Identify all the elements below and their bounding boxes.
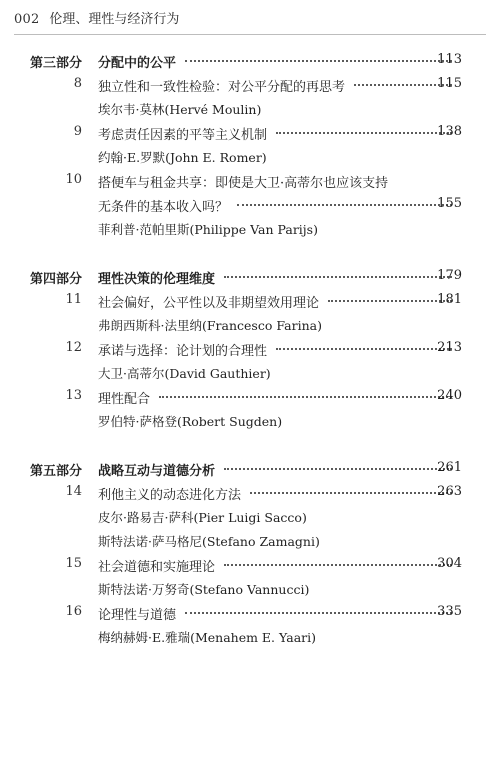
chapter-page-number: 155 (437, 196, 462, 211)
author-line (0, 408, 500, 432)
chapter-title: 承诺与选择：论计划的合理性 (98, 344, 268, 359)
chapter-entry (0, 480, 500, 504)
chapter-number: 8 (73, 76, 82, 91)
dot-leader (224, 468, 452, 470)
part-page-number: 261 (437, 460, 462, 475)
part-page-number: 179 (437, 268, 462, 283)
chapter-author: 弗朗西斯科·法里纳(Francesco Farina) (98, 318, 322, 333)
part-title: 理性决策的伦理维度 (98, 272, 216, 287)
dot-leader (276, 132, 452, 134)
chapter-number: 14 (65, 484, 82, 499)
chapter-entry (0, 600, 500, 624)
author-line (0, 360, 500, 384)
section-gap (0, 240, 500, 264)
chapter-author: 梅纳赫姆·E.雅瑞(Menahem E. Yaari) (98, 630, 317, 645)
author-line (0, 528, 500, 552)
chapter-title: 搭便车与租金共享：即使是大卫·高蒂尔也应该支持 (98, 176, 389, 191)
part-page-number: 113 (437, 52, 462, 67)
author-line (0, 624, 500, 648)
section-gap (0, 432, 500, 456)
dot-leader (159, 396, 452, 398)
chapter-author: 斯特法诺·万努奇(Stefano Vannucci) (98, 582, 310, 597)
author-line (0, 144, 500, 168)
chapter-entry-continued (0, 192, 500, 216)
part-heading (0, 264, 500, 288)
chapter-author: 约翰·E.罗默(John E. Romer) (98, 150, 267, 165)
page-number: 002 (14, 12, 40, 27)
dot-leader (185, 612, 452, 614)
chapter-entry (0, 288, 500, 312)
chapter-page-number: 304 (437, 556, 462, 571)
chapter-entry (0, 168, 500, 192)
chapter-author: 斯特法诺·萨马格尼(Stefano Zamagni) (98, 534, 320, 549)
part-label: 第五部分 (30, 464, 83, 479)
chapter-entry (0, 384, 500, 408)
author-line (0, 504, 500, 528)
part-heading (0, 456, 500, 480)
dot-leader (250, 492, 452, 494)
part-title: 分配中的公平 (98, 56, 177, 71)
chapter-page-number: 181 (437, 292, 462, 307)
chapter-author: 大卫·高蒂尔(David Gauthier) (98, 366, 271, 381)
chapter-page-number: 138 (437, 124, 462, 139)
chapter-number: 12 (65, 340, 82, 355)
chapter-page-number: 213 (437, 340, 462, 355)
author-line (0, 216, 500, 240)
chapter-number: 9 (73, 124, 82, 139)
chapter-title: 理性配合 (98, 392, 151, 407)
chapter-entry (0, 552, 500, 576)
chapter-author: 埃尔韦·莫林(Hervé Moulin) (98, 102, 262, 117)
chapter-number: 16 (65, 604, 82, 619)
chapter-number: 15 (65, 556, 82, 571)
chapter-number: 13 (65, 388, 82, 403)
book-title: 伦理、理性与经济行为 (49, 12, 180, 27)
chapter-number: 10 (65, 172, 82, 187)
running-header (14, 8, 486, 35)
chapter-page-number: 240 (437, 388, 462, 403)
part-heading (0, 48, 500, 72)
author-line (0, 576, 500, 600)
chapter-title: 社会偏好，公平性以及非期望效用理论 (98, 296, 320, 311)
chapter-entry (0, 336, 500, 360)
dot-leader (276, 348, 452, 350)
chapter-title: 独立性和一致性检验：对公平分配的再思考 (98, 80, 346, 95)
chapter-title: 考虑责任因素的平等主义机制 (98, 128, 268, 143)
chapter-entry (0, 72, 500, 96)
author-line (0, 312, 500, 336)
dot-leader (237, 204, 452, 206)
part-label: 第四部分 (30, 272, 83, 287)
chapter-author: 皮尔·路易吉·萨科(Pier Luigi Sacco) (98, 510, 307, 525)
part-label: 第三部分 (30, 56, 83, 71)
part-title: 战略互动与道德分析 (98, 464, 216, 479)
chapter-author: 菲利普·范帕里斯(Philippe Van Parijs) (98, 222, 318, 237)
chapter-title: 无条件的基本收入吗？ (98, 200, 229, 215)
dot-leader (224, 276, 452, 278)
dot-leader (224, 564, 452, 566)
dot-leader (185, 60, 452, 62)
chapter-page-number: 263 (437, 484, 462, 499)
chapter-title: 论理性与道德 (98, 608, 177, 623)
chapter-page-number: 335 (437, 604, 462, 619)
chapter-title: 社会道德和实施理论 (98, 560, 216, 575)
chapter-author: 罗伯特·萨格登(Robert Sugden) (98, 414, 283, 429)
chapter-entry (0, 120, 500, 144)
chapter-page-number: 115 (437, 76, 462, 91)
chapter-number: 11 (65, 292, 82, 307)
author-line (0, 96, 500, 120)
chapter-title: 利他主义的动态进化方法 (98, 488, 242, 503)
table-of-contents (0, 48, 500, 648)
